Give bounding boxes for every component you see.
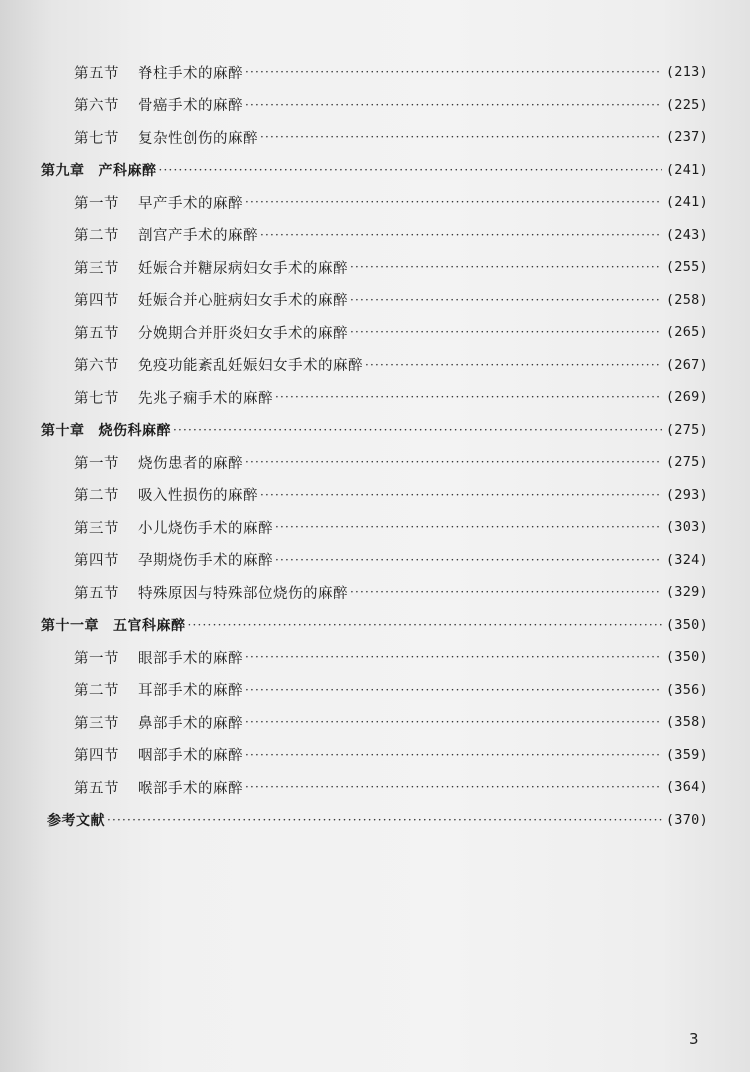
section-title: 特殊原因与特殊部位烧伤的麻醉 — [138, 585, 348, 602]
section-number: 第五节 — [74, 325, 119, 342]
section-title: 眼部手术的麻醉 — [138, 650, 243, 667]
page-number: (241) — [665, 161, 708, 178]
toc-entry-label — [74, 679, 243, 700]
chapter-title: 五官科麻醉 — [113, 617, 186, 634]
toc-section-row — [0, 219, 750, 252]
toc-entry-label — [74, 582, 348, 603]
section-number: 第一节 — [74, 455, 119, 472]
dot-leader — [245, 66, 662, 78]
page-number: (350) — [665, 649, 708, 666]
toc-entry-label — [47, 810, 105, 830]
toc-section-row — [0, 121, 750, 154]
section-title: 早产手术的麻醉 — [138, 195, 243, 212]
section-number: 第四节 — [74, 293, 119, 310]
section-number: 第四节 — [74, 748, 119, 765]
toc-section-row — [0, 381, 750, 414]
page-folio-number: 3 — [689, 1030, 699, 1048]
chapter-number: 第九章 — [41, 162, 85, 179]
section-title: 先兆子痫手术的麻醉 — [138, 390, 273, 407]
toc-section-row — [0, 576, 750, 609]
section-title: 妊娠合并心脏病妇女手术的麻醉 — [138, 293, 348, 310]
page-number: (370) — [665, 811, 708, 828]
chapter-number: 第十一章 — [41, 617, 99, 634]
toc-entry-label — [74, 777, 243, 798]
toc-entry-label — [74, 127, 258, 148]
dot-leader — [245, 684, 662, 696]
toc-entry-label — [41, 420, 171, 440]
toc-entry-label — [74, 257, 348, 278]
section-number: 第六节 — [74, 98, 119, 115]
dot-leader — [350, 326, 662, 338]
section-title: 妊娠合并糖尿病妇女手术的麻醉 — [138, 260, 348, 277]
toc-section-row — [0, 251, 750, 284]
toc-entry-label — [74, 387, 273, 408]
page-number: (241) — [665, 194, 708, 211]
toc-entry-label — [74, 94, 243, 115]
page-number: (225) — [665, 96, 708, 113]
section-number: 第七节 — [74, 130, 119, 147]
toc-chapter-row — [0, 414, 750, 447]
toc-section-row — [0, 544, 750, 577]
page-number: (324) — [665, 551, 708, 568]
dot-leader — [275, 391, 662, 403]
dot-leader — [350, 294, 662, 306]
toc-section-row — [0, 479, 750, 512]
toc-section-row — [0, 446, 750, 479]
dot-leader — [159, 164, 662, 176]
section-number: 第二节 — [74, 228, 119, 245]
section-title: 吸入性损伤的麻醉 — [138, 488, 258, 505]
toc-section-row — [0, 349, 750, 382]
toc-entry-label — [74, 289, 348, 310]
section-number: 第三节 — [74, 715, 119, 732]
dot-leader — [173, 424, 662, 436]
chapter-title: 烧伤科麻醉 — [98, 422, 171, 439]
page-number: (267) — [665, 356, 708, 373]
section-title: 孕期烧伤手术的麻醉 — [138, 553, 273, 570]
section-number: 第一节 — [74, 650, 119, 667]
dot-leader — [245, 749, 662, 761]
page-number: (275) — [665, 421, 708, 438]
section-title: 复杂性创伤的麻醉 — [138, 130, 258, 147]
toc-chapter-row — [0, 154, 750, 187]
section-title: 耳部手术的麻醉 — [138, 683, 243, 700]
section-number: 第二节 — [74, 488, 119, 505]
toc-references-row — [0, 804, 750, 837]
chapter-title: 产科麻醉 — [98, 162, 157, 179]
dot-leader — [245, 456, 662, 468]
dot-leader — [245, 99, 662, 111]
table-of-contents — [0, 56, 750, 836]
page-number: (265) — [665, 324, 708, 341]
section-number: 第五节 — [74, 780, 119, 797]
dot-leader — [107, 814, 662, 826]
dot-leader — [245, 716, 662, 728]
page-number: (356) — [665, 681, 708, 698]
toc-chapter-row — [0, 609, 750, 642]
section-number: 第四节 — [74, 553, 119, 570]
section-title: 咽部手术的麻醉 — [138, 748, 243, 765]
toc-section-row — [0, 739, 750, 772]
toc-entry-label — [74, 452, 243, 473]
dot-leader — [365, 359, 662, 371]
toc-entry-label — [41, 615, 186, 635]
page-number: (275) — [665, 454, 708, 471]
page-number: (303) — [665, 519, 708, 536]
chapter-number: 第十章 — [41, 422, 85, 439]
dot-leader — [260, 489, 662, 501]
dot-leader — [275, 554, 662, 566]
toc-entry-label — [74, 62, 243, 83]
toc-section-row — [0, 284, 750, 317]
section-number: 第五节 — [74, 585, 119, 602]
section-title: 喉部手术的麻醉 — [138, 780, 243, 797]
section-number: 第五节 — [74, 65, 119, 82]
dot-leader — [245, 196, 662, 208]
dot-leader — [275, 521, 662, 533]
toc-section-row — [0, 674, 750, 707]
section-title: 免疫功能紊乱妊娠妇女手术的麻醉 — [138, 358, 363, 375]
toc-entry-label — [74, 354, 363, 375]
page-number: (269) — [665, 389, 708, 406]
dot-leader — [260, 131, 662, 143]
dot-leader — [245, 781, 662, 793]
section-title: 分娩期合并肝炎妇女手术的麻醉 — [138, 325, 348, 342]
page-number: (358) — [665, 714, 708, 731]
page-number: (258) — [665, 291, 708, 308]
page-number: (359) — [665, 746, 708, 763]
section-title: 烧伤患者的麻醉 — [138, 455, 243, 472]
section-number: 第七节 — [74, 390, 119, 407]
page-number: (255) — [665, 259, 708, 276]
toc-entry-label — [74, 192, 243, 213]
section-number: 第二节 — [74, 683, 119, 700]
toc-entry-label — [74, 647, 243, 668]
section-number: 第三节 — [74, 520, 119, 537]
section-number: 第六节 — [74, 358, 119, 375]
toc-entry-label — [74, 224, 258, 245]
dot-leader — [350, 586, 662, 598]
toc-entry-label — [41, 160, 157, 180]
dot-leader — [350, 261, 662, 273]
references-title: 参考文献 — [47, 812, 105, 829]
toc-entry-label — [74, 712, 243, 733]
toc-section-row — [0, 89, 750, 122]
toc-section-row — [0, 186, 750, 219]
page-number: (237) — [665, 129, 708, 146]
toc-section-row — [0, 706, 750, 739]
toc-entry-label — [74, 322, 348, 343]
page-number: (213) — [665, 64, 708, 81]
page-number: (364) — [665, 779, 708, 796]
toc-section-row — [0, 641, 750, 674]
toc-section-row — [0, 56, 750, 89]
toc-entry-label — [74, 549, 273, 570]
dot-leader — [188, 619, 662, 631]
toc-section-row — [0, 771, 750, 804]
section-number: 第三节 — [74, 260, 119, 277]
dot-leader — [260, 229, 662, 241]
page-number: (293) — [665, 486, 708, 503]
section-number: 第一节 — [74, 195, 119, 212]
dot-leader — [245, 651, 662, 663]
section-title: 骨癌手术的麻醉 — [138, 98, 243, 115]
page-number: (329) — [665, 584, 708, 601]
page-number: (243) — [665, 226, 708, 243]
toc-entry-label — [74, 484, 258, 505]
section-title: 脊柱手术的麻醉 — [138, 65, 243, 82]
toc-section-row — [0, 511, 750, 544]
toc-section-row — [0, 316, 750, 349]
page-number: (350) — [665, 616, 708, 633]
toc-entry-label — [74, 744, 243, 765]
toc-entry-label — [74, 517, 273, 538]
section-title: 鼻部手术的麻醉 — [138, 715, 243, 732]
section-title: 剖宫产手术的麻醉 — [138, 228, 258, 245]
section-title: 小儿烧伤手术的麻醉 — [138, 520, 273, 537]
